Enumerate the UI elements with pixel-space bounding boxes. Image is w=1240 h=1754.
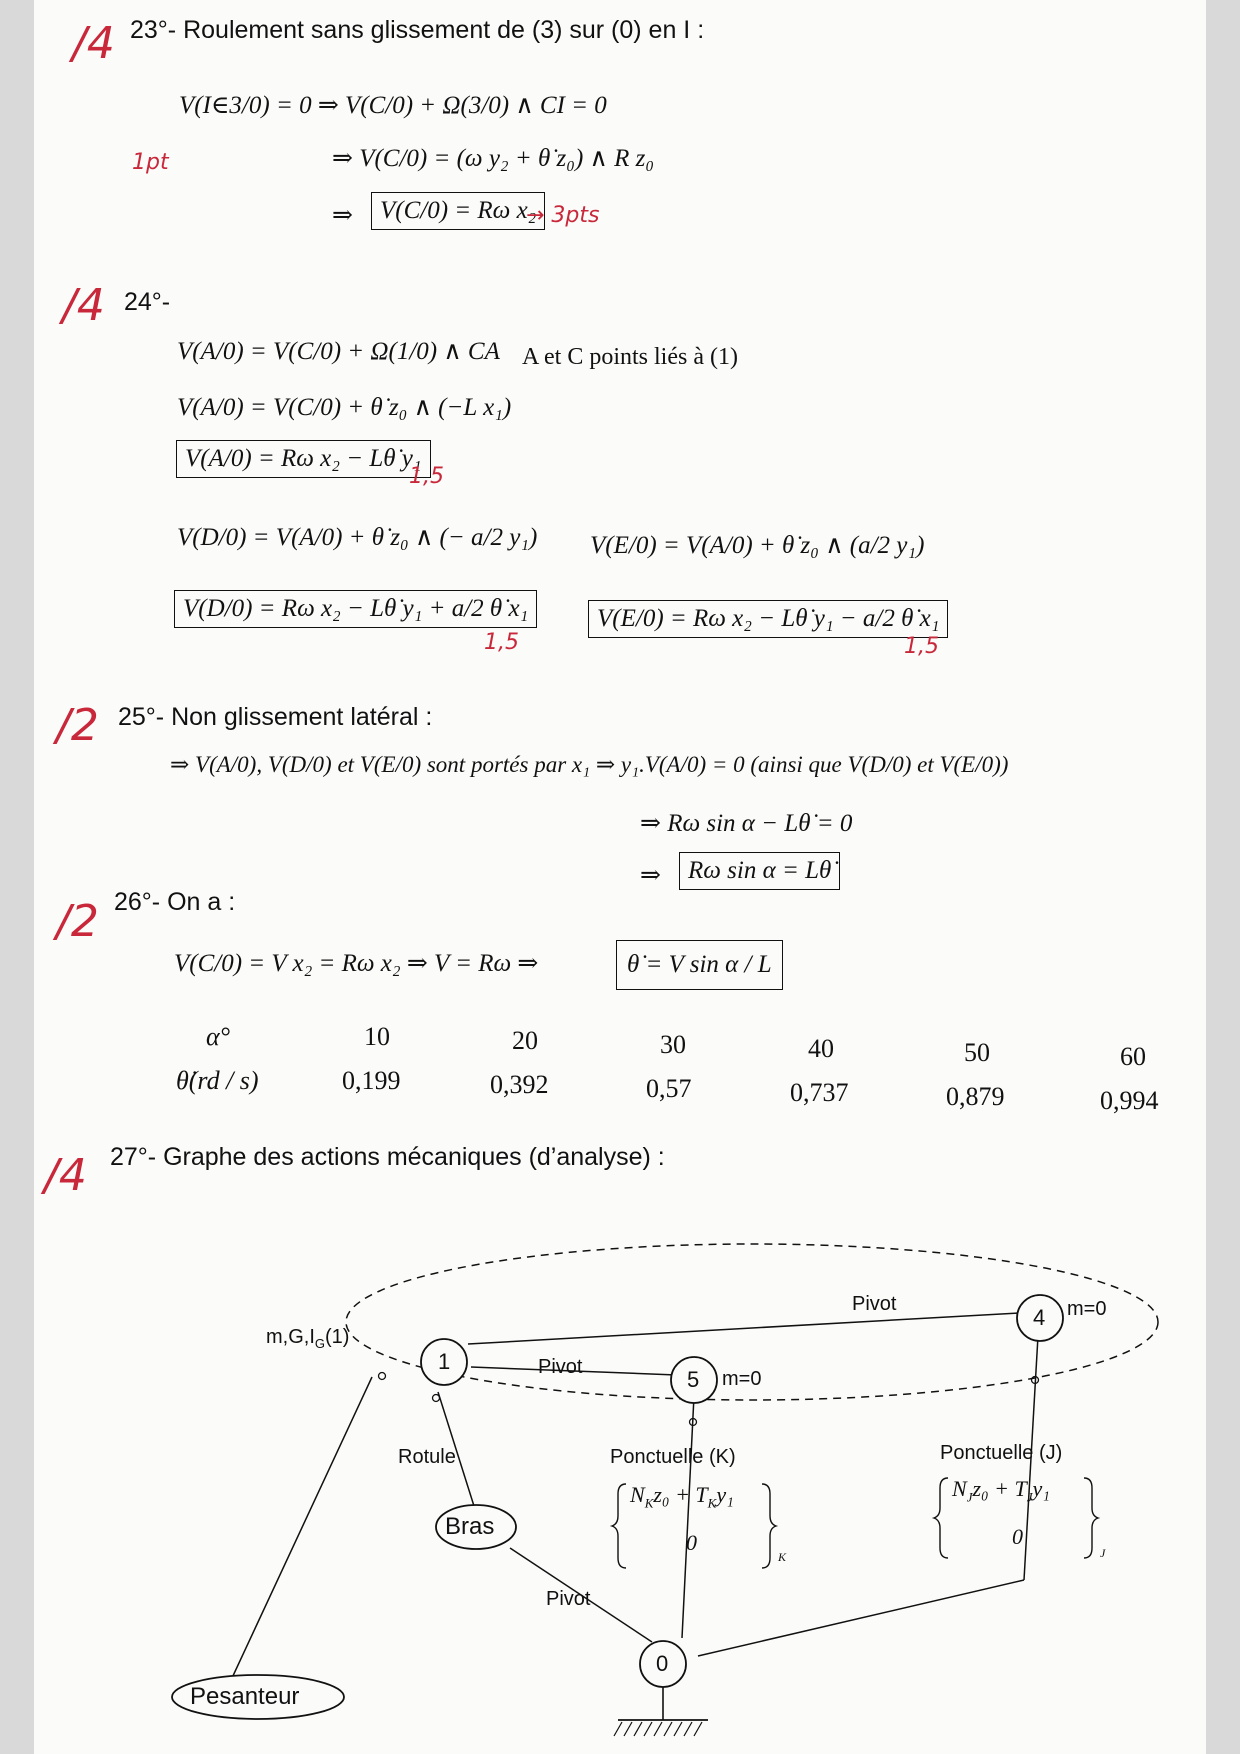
table-alpha-value: 30 [660,1030,686,1059]
q24-eq1-note: A et C points liés à (1) [522,344,738,370]
link-j-0 [698,1580,1024,1656]
node-1-label: 1 [438,1349,451,1374]
mark-3pts: → 3pts [526,203,600,228]
grade-q26: /2 [56,896,99,947]
mass-4-label: m=0 [1067,1298,1107,1320]
q25-title: 25°- Non glissement latéral : [118,703,433,731]
q26-title: 26°- On a : [114,888,236,916]
table-alpha-value: 60 [1120,1042,1146,1071]
table-theta-value: 0,57 [646,1074,692,1103]
table-theta-value: 0,879 [946,1082,1005,1111]
q24-eq4-right: V(E/0) = V(A/0) + θ̇ z₀ ∧ (a/2 y₁) [590,532,925,559]
torsor-j-top: $N_Jz_0 + T_Jy_1$ [952,1476,1050,1505]
node-pesanteur-label: Pesanteur [190,1683,300,1710]
mark-1-5-c: 1,5 [904,634,939,659]
q25-eq3-boxed: Rω sin α = Lθ̇ [679,852,840,890]
grade-q24: /4 [62,280,105,331]
mark-1pt: 1pt [132,150,169,175]
torsor-j-bottom: 0 [1012,1524,1023,1549]
mass-5-label: m=0 [722,1368,762,1390]
ground-hatching [614,1722,702,1736]
q23-eq3-boxed: V(C/0) = Rω x₂ [371,192,545,230]
table-alpha-value: 50 [964,1038,990,1067]
torsor-k-left-brace [612,1484,626,1568]
mass-1-label: $m,G,I_G(1)$ [266,1326,350,1351]
pivot-bras-0-label: Pivot [546,1588,591,1610]
q24-eq2: V(A/0) = V(C/0) + θ̇ z₀ ∧ (−L x₁) [177,394,512,421]
mark-1-5-a: 1,5 [409,464,444,489]
node-0-label: 0 [656,1651,669,1676]
table-alpha-value: 20 [512,1026,538,1055]
mark-1-5-b: 1,5 [484,630,519,655]
q25-eq1: ⇒ V(A/0), V(D/0) et V(E/0) sont portés par x₁ ⇒ y₁.V(A/0) = 0 (ainsi que V(D/0) et V(E/0)) [170,752,1009,777]
q23-eq1: V(I∈3/0) = 0 ⇒ V(C/0) + Ω(3/0) ∧ CI = 0 [179,92,607,119]
torsor-j-left-brace [934,1478,948,1558]
link-1-pesanteur [232,1377,372,1678]
table-theta-value: 0,199 [342,1066,401,1095]
pivot-1-5-label: Pivot [538,1356,583,1378]
q25-eq2: ⇒ Rω sin α − Lθ̇ = 0 [640,810,853,837]
q24-eq1: V(A/0) = V(C/0) + Ω(1/0) ∧ CA [177,338,500,365]
table-theta-value: 0,392 [490,1070,549,1099]
grade-q27: /4 [44,1150,87,1201]
link-5-0 [682,1396,694,1638]
table-theta-label: θ̇(rd / s) [176,1066,259,1095]
q24-eq5-right-boxed: V(E/0) = Rω x₂ − Lθ̇ y₁ − a/2 θ̇ x₁ [588,600,948,638]
q23-title: 23°- Roulement sans glissement de (3) sur (0) en I : [130,16,705,44]
q24-eq5-left-boxed: V(D/0) = Rω x₂ − Lθ̇ y₁ + a/2 θ̇ x₁ [174,590,537,628]
torsor-k-right-brace [762,1484,776,1568]
torsor-k-bottom: 0 [686,1530,697,1555]
rotule-label: Rotule [398,1446,456,1468]
q26-eq1: V(C/0) = V x₂ = Rω x₂ ⇒ V = Rω ⇒ [174,950,539,977]
q25-eq3-prefix: ⇒ [640,862,661,889]
table-alpha-value: 10 [364,1022,390,1051]
torsor-k-point: K [778,1550,787,1564]
node-bras-label: Bras [445,1513,495,1540]
q23-eq2: ⇒ V(C/0) = (ω y₂ + θ̇ z₀) ∧ R z₀ [332,145,655,172]
node-4-label: 4 [1033,1305,1046,1330]
node-5-label: 5 [687,1367,700,1392]
table-theta-value: 0,737 [790,1078,849,1107]
table-theta-value: 0,994 [1100,1086,1159,1115]
q26-eq1-boxed: θ̇ = V sin α / L [616,940,783,990]
torsor-k-top: $N_Kz_0 + T_Ky_1$ [630,1482,734,1511]
link-1-4 [468,1312,1036,1344]
torsor-j-right-brace [1084,1478,1098,1558]
link-1-5 [471,1367,702,1376]
ponctuelle-j-label: Ponctuelle (J) [940,1442,1063,1464]
scanned-sheet [34,0,1206,1754]
ponctuelle-k-label: Ponctuelle (K) [610,1446,736,1468]
table-alpha-value: 40 [808,1034,834,1063]
q24-eq4-left: V(D/0) = V(A/0) + θ̇ z₀ ∧ (− a/2 y₁) [177,524,538,551]
torsor-j-point: J [1100,1546,1106,1560]
pivot-1-4-label: Pivot [852,1293,897,1315]
q23-eq3-prefix: ⇒ [332,202,353,229]
q24-eq3-boxed: V(A/0) = Rω x₂ − Lθ̇ y₁ [176,440,431,478]
table-alpha-label: α° [206,1022,231,1051]
grade-q23: /4 [72,18,115,69]
q24-title: 24°- [124,288,171,316]
grade-q25: /2 [56,700,99,751]
q27-title: 27°- Graphe des actions mécaniques (d’analyse) : [110,1143,665,1171]
